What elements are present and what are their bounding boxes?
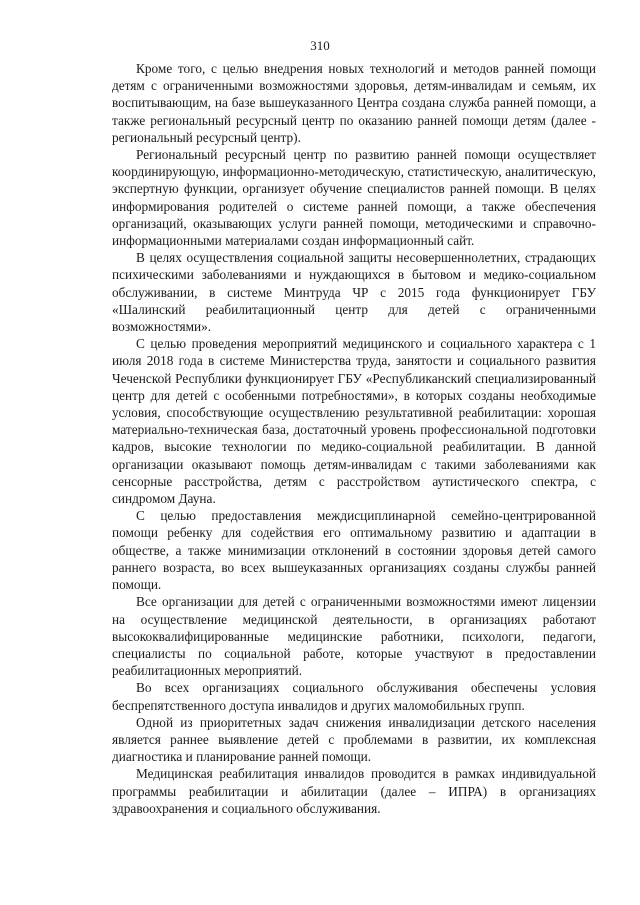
paragraph-family-centered-help: С целью предоставления междисциплинарной семейно-центрированной помощи ребенку для содействия его оптимальному развитию и адаптации в обществе, а также минимизации отклонений в состоянии здоровья детей самого раннего возраста, во всех вышеуказанных организациях созданы службы ранней помощи. [112,508,596,593]
paragraph-shali-center: В целях осуществления социальной защиты несовершеннолетних, страдающих психическими заболеваниями и нуждающихся в бытовом и медико-социальном обслуживании, в системе Минтруда ЧР с 2015 года функционирует ГБУ «Шалинский реабилитационный центр для детей с ограниченными возможностями». [112,250,596,335]
document-body [112,60,596,817]
paragraph-resource-center: Региональный ресурсный центр по развитию ранней помощи осуществляет координирующую, информационно-методическую, статистическую, аналитическую, экспертную функции, организует обучение специалистов ранней помощи. В целях информирования родителей о системе ранней помощи, а также обеспечения организаций, оказывающих услуги ранней помощи, методическими и справочно-информационными материалами создан информационный сайт. [112,147,596,249]
paragraph-medical-licenses: Все организации для детей с ограниченными возможностями имеют лицензии на осуществление медицинской деятельности, в организациях работают высококвалифицированные медицинские работники, психологи, педагоги, специалисты по социальной работе, которые участвуют в предоставлении реабилитационных мероприятий. [112,594,596,679]
page-number: 310 [310,38,330,53]
paragraph-medical-rehabilitation: Медицинская реабилитация инвалидов проводится в рамках индивидуальной программы реабилитации и абилитации (далее – ИПРА) в организациях здравоохранения и социального обслуживания. [112,766,596,816]
paragraph-accessibility: Во всех организациях социального обслуживания обеспечены условия беспрепятственного доступа инвалидов и других маломобильных групп. [112,680,596,713]
paragraph-republican-center: С целью проведения мероприятий медицинского и социального характера с 1 июля 2018 года в системе Министерства труда, занятости и социального развития Чеченской Республики функционирует ГБУ «Республиканский специализированный центр для детей с особенными потребностями», в которых созданы необходимые условия, способствующие осуществлению результативной реабилитации: хорошая материально-техническая база, достаточный уровень профессиональной подготовки кадров, высокие технологии по медико-социальной реабилитации. В данной организации оказывают помощь детям-инвалидам с такими заболеваниями как сенсорные расстройства, детям с расстройством аутистического спектра, с синдромом Дауна. [112,336,596,507]
paragraph-early-help-service: Кроме того, с целью внедрения новых технологий и методов ранней помощи детям с ограниченными возможностями здоровья, детям-инвалидам и семьям, их воспитывающим, на базе вышеуказанного Центра создана служба ранней помощи, а также региональный ресурсный центр по оказанию ранней помощи детям (далее - региональный ресурсный центр). [112,61,596,145]
paragraph-early-detection: Одной из приоритетных задач снижения инвалидизации детского населения является раннее выявление детей с проблемами в развитии, их комплексная диагностика и планирование ранней помощи. [112,714,596,765]
